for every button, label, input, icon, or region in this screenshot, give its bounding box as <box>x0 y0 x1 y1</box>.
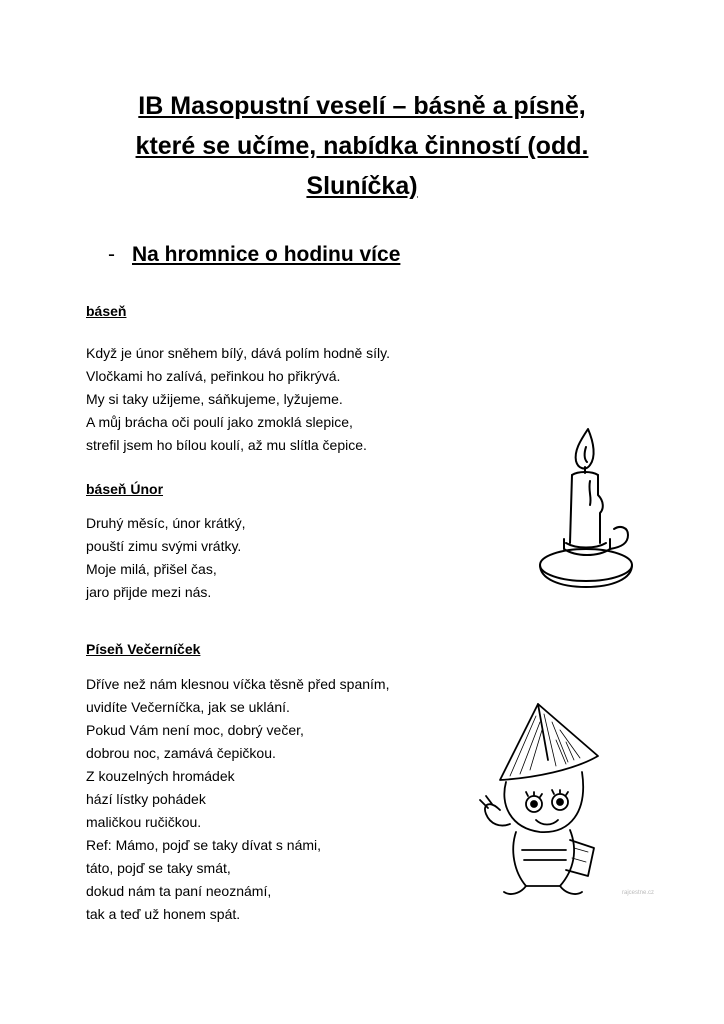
poem-line: Ref: Mámo, pojď se taky dívat s námi, <box>86 837 322 853</box>
poem-line: Vločkami ho zalívá, peřinkou ho přikrývá. <box>86 368 341 384</box>
block-heading-basen: báseň <box>86 303 127 319</box>
poem-unor <box>86 512 246 604</box>
poem-line: Když je únor sněhem bílý, dává polím hodně síly. <box>86 345 391 361</box>
section-heading <box>108 240 400 270</box>
title-line-2: které se učíme, nabídka činností (odd. <box>135 132 589 160</box>
poem-line: Pokud Vám není moc, dobrý večer, <box>86 722 304 738</box>
poem-line: Druhý měsíc, únor krátký, <box>86 515 246 531</box>
poem-line: pouští zimu svými vrátky. <box>86 538 242 554</box>
poem-line: Z kouzelných hromádek <box>86 768 235 784</box>
poem-vecernicek <box>86 673 389 926</box>
title-line-1: IB Masopustní veselí – básně a písně, <box>138 92 586 120</box>
watermark-text: rajcestne.cz <box>622 890 655 896</box>
page-title <box>60 86 664 206</box>
poem-line: strefil jsem ho bílou koulí, až mu slítla čepice. <box>86 437 367 453</box>
poem-line: My si taky užijeme, sáňkujeme, lyžujeme. <box>86 391 343 407</box>
poem-basen <box>86 342 390 457</box>
section-label: Na hromnice o hodinu více <box>132 243 401 266</box>
poem-line: Moje milá, přišel čas, <box>86 561 217 577</box>
title-line-3: Sluníčka) <box>306 172 418 200</box>
section-dash: - <box>108 243 115 266</box>
poem-line: dokud nám ta paní neoznámí, <box>86 883 272 899</box>
poem-line: maličkou ručičkou. <box>86 814 202 830</box>
poem-line: táto, pojď se taky smát, <box>86 860 231 876</box>
poem-line: A můj brácha oči poulí jako zmoklá slepice, <box>86 414 353 430</box>
poem-line: uvidíte Večerníčka, jak se uklání. <box>86 699 290 715</box>
poem-line: tak a teď už honem spát. <box>86 906 241 922</box>
poem-line: hází lístky pohádek <box>86 791 206 807</box>
vecernicek-illustration <box>470 700 620 900</box>
poem-line: Dříve než nám klesnou víčka těsně před spaním, <box>86 676 390 692</box>
block-heading-basen-unor: báseň Únor <box>86 481 164 497</box>
candle-illustration <box>530 425 640 595</box>
block-heading-pisen-vecernicek: Píseň Večerníček <box>86 641 201 657</box>
poem-line: jaro přijde mezi nás. <box>86 584 212 600</box>
poem-line: dobrou noc, zamává čepičkou. <box>86 745 276 761</box>
